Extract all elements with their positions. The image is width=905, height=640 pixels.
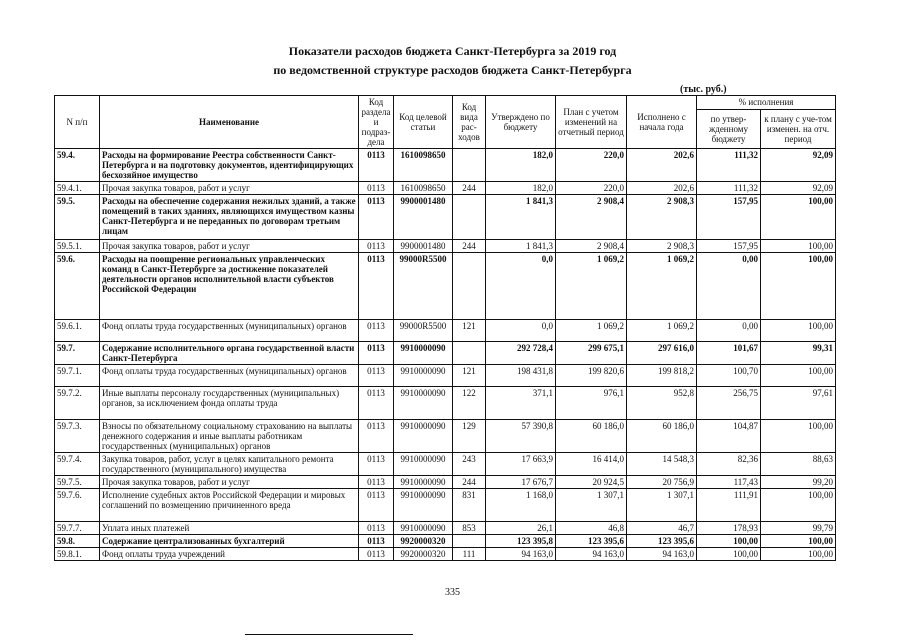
row-executed: 1 069,2: [627, 253, 697, 320]
row-type-code: 122: [453, 387, 486, 420]
row-pct-plan: 100,00: [761, 365, 836, 387]
row-plan: 123 395,6: [556, 535, 627, 548]
header-num: N п/п: [55, 96, 100, 149]
row-number: 59.5.1.: [55, 240, 100, 253]
table-row: [55, 320, 836, 342]
row-plan: 220,0: [556, 182, 627, 195]
row-number: 59.7.7.: [55, 522, 100, 535]
row-target-code: 9910000090: [394, 489, 453, 522]
row-pct-approved: 111,32: [697, 149, 761, 182]
row-target-code: 9920000320: [394, 535, 453, 548]
row-target-code: 9910000090: [394, 453, 453, 476]
row-name: Прочая закупка товаров, работ и услуг: [100, 240, 359, 253]
table-row: [55, 476, 836, 489]
row-section-code: 0113: [359, 240, 394, 253]
row-pct-plan: 88,63: [761, 453, 836, 476]
row-plan: 1 069,2: [556, 253, 627, 320]
row-target-code: 1610098650: [394, 182, 453, 195]
row-name: Закупка товаров, работ, услуг в целях капитального ремонта государственного (муниципального) имущества: [100, 453, 359, 476]
row-executed: 2 908,3: [627, 195, 697, 240]
row-plan: 2 908,4: [556, 240, 627, 253]
row-name: Фонд оплаты труда учреждений: [100, 548, 359, 561]
row-pct-approved: 111,32: [697, 182, 761, 195]
row-name: Расходы на поощрение региональных управленческих команд в Санкт-Петербурге за достижение показателей деятельности органов исполнительной власти субъектов Российской Федерации: [100, 253, 359, 320]
row-plan: 46,8: [556, 522, 627, 535]
document-title: Показатели расходов бюджета Санкт-Петербурга за 2019 год: [288, 44, 617, 58]
expense-table: [54, 95, 836, 561]
row-approved: 371,1: [486, 387, 556, 420]
row-executed: 1 069,2: [627, 320, 697, 342]
row-number: 59.7.2.: [55, 387, 100, 420]
row-type-code: 111: [453, 548, 486, 561]
row-pct-approved: 157,95: [697, 195, 761, 240]
table-row: [55, 522, 836, 535]
row-number: 59.7.: [55, 342, 100, 365]
header-percent-group: % исполнения: [697, 96, 836, 110]
row-number: 59.6.1.: [55, 320, 100, 342]
table-row: [55, 548, 836, 561]
row-number: 59.4.: [55, 149, 100, 182]
header-row-1: [55, 96, 836, 110]
row-executed: 20 756,9: [627, 476, 697, 489]
row-target-code: 9920000320: [394, 548, 453, 561]
row-type-code: [453, 253, 486, 320]
row-plan: 94 163,0: [556, 548, 627, 561]
row-plan: 2 908,4: [556, 195, 627, 240]
row-type-code: 831: [453, 489, 486, 522]
row-approved: 198 431,8: [486, 365, 556, 387]
row-name: Содержание централизованных бухгалтерий: [100, 535, 359, 548]
row-pct-approved: 111,91: [697, 489, 761, 522]
row-executed: 94 163,0: [627, 548, 697, 561]
header-executed: Исполнено с начала года: [627, 96, 697, 149]
row-number: 59.8.1.: [55, 548, 100, 561]
document-subtitle: по ведомственной структуре расходов бюджета Санкт-Петербурга: [273, 63, 632, 77]
row-target-code: 1610098650: [394, 149, 453, 182]
row-executed: 202,6: [627, 149, 697, 182]
row-number: 59.6.: [55, 253, 100, 320]
row-target-code: 9910000090: [394, 420, 453, 453]
table-row: [55, 453, 836, 476]
row-pct-approved: 178,93: [697, 522, 761, 535]
table-row: [55, 253, 836, 320]
table-row: [55, 240, 836, 253]
row-number: 59.7.1.: [55, 365, 100, 387]
row-number: 59.5.: [55, 195, 100, 240]
row-pct-approved: 82,36: [697, 453, 761, 476]
row-type-code: [453, 195, 486, 240]
row-target-code: 9900001480: [394, 195, 453, 240]
row-plan: 20 924,5: [556, 476, 627, 489]
table-row: [55, 535, 836, 548]
row-approved: 0,0: [486, 253, 556, 320]
row-pct-plan: 92,09: [761, 149, 836, 182]
row-section-code: 0113: [359, 182, 394, 195]
row-type-code: 244: [453, 240, 486, 253]
row-plan: 199 820,6: [556, 365, 627, 387]
row-pct-plan: 100,00: [761, 420, 836, 453]
row-approved: 17 676,7: [486, 476, 556, 489]
row-pct-approved: 0,00: [697, 253, 761, 320]
row-name: Фонд оплаты труда государственных (муниципальных) органов: [100, 365, 359, 387]
row-target-code: 9910000090: [394, 476, 453, 489]
header-section-code: Код раздела и подраз-дела: [359, 96, 394, 149]
row-pct-plan: 100,00: [761, 548, 836, 561]
row-pct-approved: 101,67: [697, 342, 761, 365]
row-section-code: 0113: [359, 420, 394, 453]
row-pct-plan: 100,00: [761, 489, 836, 522]
row-name: Расходы на обеспечение содержания нежилых зданий, а также помещений в таких зданиях, являющихся имуществом казны Санкт-Петербурга и не переданных по договорам третьим лицам: [100, 195, 359, 240]
row-executed: 2 908,3: [627, 240, 697, 253]
row-section-code: 0113: [359, 253, 394, 320]
row-name: Фонд оплаты труда государственных (муниципальных) органов: [100, 320, 359, 342]
header-name: Наименование: [100, 96, 359, 149]
row-executed: 123 395,6: [627, 535, 697, 548]
row-section-code: 0113: [359, 149, 394, 182]
row-executed: 14 548,3: [627, 453, 697, 476]
row-section-code: 0113: [359, 387, 394, 420]
units-label: (тыс. руб.): [680, 84, 727, 95]
row-name: Прочая закупка товаров, работ и услуг: [100, 182, 359, 195]
row-pct-plan: 99,79: [761, 522, 836, 535]
row-name: Прочая закупка товаров, работ и услуг: [100, 476, 359, 489]
table-row: [55, 387, 836, 420]
row-section-code: 0113: [359, 320, 394, 342]
row-approved: 182,0: [486, 149, 556, 182]
row-pct-approved: 100,00: [697, 548, 761, 561]
row-pct-plan: 100,00: [761, 195, 836, 240]
row-approved: 292 728,4: [486, 342, 556, 365]
row-approved: 182,0: [486, 182, 556, 195]
row-number: 59.7.3.: [55, 420, 100, 453]
row-pct-plan: 92,09: [761, 182, 836, 195]
row-type-code: 244: [453, 182, 486, 195]
header-pct-plan: к плану с уче-том изменен. на отч. период: [761, 109, 836, 149]
row-approved: 123 395,8: [486, 535, 556, 548]
header-plan: План с учетом изменений на отчетный период: [556, 96, 627, 149]
row-pct-approved: 100,00: [697, 535, 761, 548]
row-pct-plan: 99,20: [761, 476, 836, 489]
row-pct-plan: 97,61: [761, 387, 836, 420]
row-executed: 297 616,0: [627, 342, 697, 365]
header-type-code: Код вида рас-ходов: [453, 96, 486, 149]
row-pct-plan: 100,00: [761, 320, 836, 342]
row-approved: 1 841,3: [486, 240, 556, 253]
row-target-code: 9910000090: [394, 342, 453, 365]
row-executed: 60 186,0: [627, 420, 697, 453]
row-plan: 1 307,1: [556, 489, 627, 522]
row-executed: 1 307,1: [627, 489, 697, 522]
row-type-code: 243: [453, 453, 486, 476]
row-approved: 17 663,9: [486, 453, 556, 476]
table-row: [55, 420, 836, 453]
row-target-code: 9910000090: [394, 365, 453, 387]
row-section-code: 0113: [359, 342, 394, 365]
row-executed: 46,7: [627, 522, 697, 535]
row-section-code: 0113: [359, 548, 394, 561]
row-number: 59.7.6.: [55, 489, 100, 522]
row-plan: 1 069,2: [556, 320, 627, 342]
header-approved: Утверждено по бюджету: [486, 96, 556, 149]
row-plan: 299 675,1: [556, 342, 627, 365]
row-target-code: 9900001480: [394, 240, 453, 253]
row-type-code: [453, 342, 486, 365]
row-section-code: 0113: [359, 195, 394, 240]
row-executed: 952,8: [627, 387, 697, 420]
row-plan: 976,1: [556, 387, 627, 420]
row-approved: 94 163,0: [486, 548, 556, 561]
row-type-code: 121: [453, 320, 486, 342]
header-pct-approved: по утвер-жденному бюджету: [697, 109, 761, 149]
row-number: 59.8.: [55, 535, 100, 548]
row-pct-approved: 0,00: [697, 320, 761, 342]
row-type-code: [453, 535, 486, 548]
row-pct-approved: 256,75: [697, 387, 761, 420]
row-name: Исполнение судебных актов Российской Федерации и мировых соглашений по возмещению причиненного вреда: [100, 489, 359, 522]
row-number: 59.7.5.: [55, 476, 100, 489]
row-name: Взносы по обязательному социальному страхованию на выплаты денежного содержания и иные выплаты работникам государственных (муниципальных) органов: [100, 420, 359, 453]
row-plan: 16 414,0: [556, 453, 627, 476]
row-section-code: 0113: [359, 489, 394, 522]
row-type-code: 121: [453, 365, 486, 387]
page-number: 335: [445, 587, 460, 598]
footer-line: [245, 634, 413, 635]
row-executed: 202,6: [627, 182, 697, 195]
row-section-code: 0113: [359, 476, 394, 489]
row-plan: 60 186,0: [556, 420, 627, 453]
row-pct-plan: 100,00: [761, 240, 836, 253]
row-number: 59.7.4.: [55, 453, 100, 476]
row-section-code: 0113: [359, 535, 394, 548]
table-row: [55, 149, 836, 182]
row-pct-approved: 157,95: [697, 240, 761, 253]
row-type-code: 853: [453, 522, 486, 535]
row-target-code: 9910000090: [394, 387, 453, 420]
table-row: [55, 365, 836, 387]
row-name: Иные выплаты персоналу государственных (муниципальных) органов, за исключением фонда оплаты труда: [100, 387, 359, 420]
row-target-code: 99000R5500: [394, 253, 453, 320]
row-section-code: 0113: [359, 365, 394, 387]
table-body: [55, 149, 836, 561]
row-approved: 1 841,3: [486, 195, 556, 240]
table-row: [55, 182, 836, 195]
row-type-code: 129: [453, 420, 486, 453]
row-pct-plan: 100,00: [761, 535, 836, 548]
row-pct-approved: 104,87: [697, 420, 761, 453]
row-pct-plan: 100,00: [761, 253, 836, 320]
row-number: 59.4.1.: [55, 182, 100, 195]
table-row: [55, 342, 836, 365]
header-target-code: Код целевой статьи: [394, 96, 453, 149]
row-approved: 26,1: [486, 522, 556, 535]
table-row: [55, 489, 836, 522]
row-pct-plan: 99,31: [761, 342, 836, 365]
row-approved: 1 168,0: [486, 489, 556, 522]
row-plan: 220,0: [556, 149, 627, 182]
row-section-code: 0113: [359, 522, 394, 535]
row-name: Содержание исполнительного органа государственной власти Санкт-Петербурга: [100, 342, 359, 365]
table-row: [55, 195, 836, 240]
row-target-code: 9910000090: [394, 522, 453, 535]
row-target-code: 99000R5500: [394, 320, 453, 342]
row-approved: 57 390,8: [486, 420, 556, 453]
row-section-code: 0113: [359, 453, 394, 476]
row-name: Расходы на формирование Реестра собственности Санкт-Петербурга и на подготовку документов, идентифицирующих бесхозяйное имущество: [100, 149, 359, 182]
row-type-code: 244: [453, 476, 486, 489]
row-name: Уплата иных платежей: [100, 522, 359, 535]
row-pct-approved: 117,43: [697, 476, 761, 489]
row-type-code: [453, 149, 486, 182]
row-approved: 0,0: [486, 320, 556, 342]
row-executed: 199 818,2: [627, 365, 697, 387]
row-pct-approved: 100,70: [697, 365, 761, 387]
